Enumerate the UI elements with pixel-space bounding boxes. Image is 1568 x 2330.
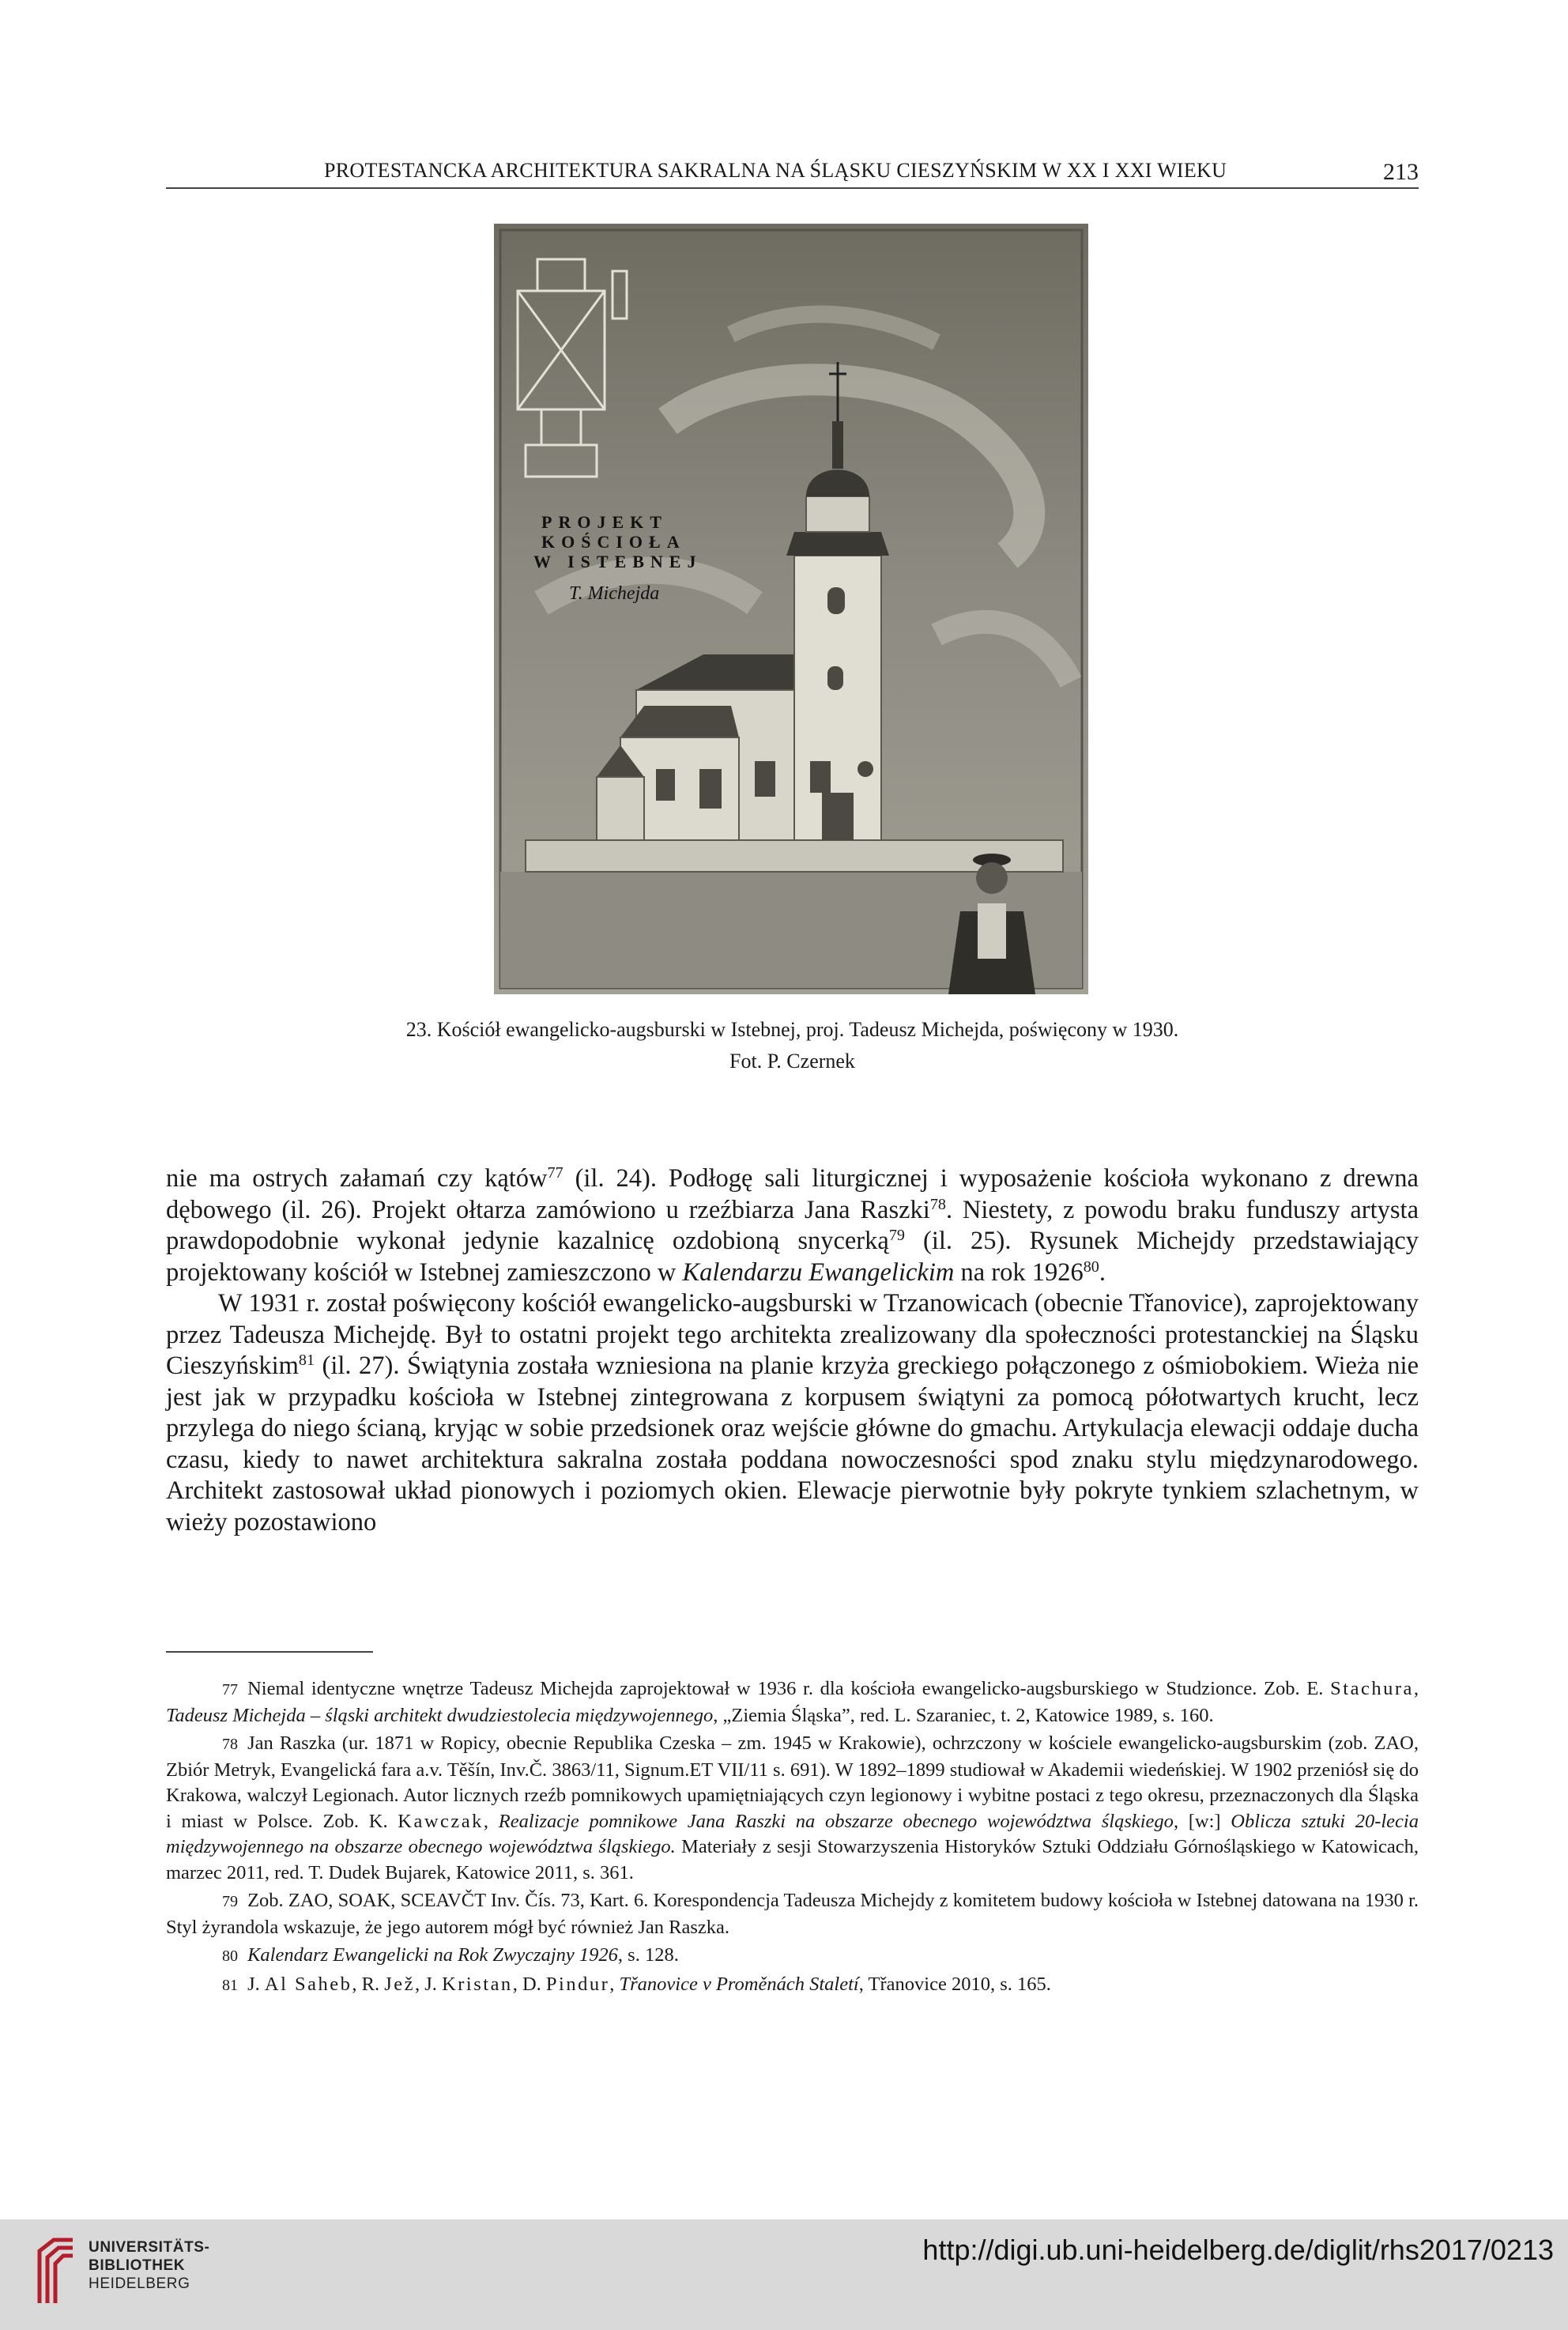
sketch-title-2: KOŚCIOŁA <box>541 532 686 552</box>
footnote-divider <box>166 1651 373 1653</box>
logo-line-1: UNIVERSITÄTS- <box>89 2239 210 2256</box>
text-run: , [w:] <box>1173 1810 1231 1832</box>
text-run: , <box>483 1810 499 1832</box>
footnote-ref-79[interactable]: 79 <box>888 1226 905 1244</box>
paragraph-1 <box>166 1163 1419 1288</box>
text-run: (il. 24). Podłogę sali liturgicznej i wyposażenie kościoła wykonano z drewna dębowego (il. 26). Projekt ołtarza zamówiono u rzeźbiarza Jana Raszki <box>166 1164 1419 1224</box>
text-run: Materiały z sesji Stowarzyszenia Historyków Sztuki Oddziału Górnośląskiego w Katowicach, marzec 2011, red. T. Dudek Bujarek, Katowice 2011, s. 361. <box>166 1836 1419 1883</box>
paragraph-2 <box>166 1288 1419 1538</box>
sketch-title-1: PROJEKT <box>541 512 668 532</box>
sketch-signature: T. Michejda <box>569 583 660 604</box>
footnote-number: 77 <box>222 1681 239 1698</box>
text-run: , Třanovice 2010, s. 165. <box>858 1973 1051 1995</box>
italic-title: Kalendarzu Ewangelickim <box>682 1257 955 1287</box>
caption-line-2: Fot. P. Czernek <box>729 1050 855 1073</box>
footnote-number: 78 <box>222 1736 239 1753</box>
footnote-80 <box>166 1943 1419 1970</box>
italic-title: Třanovice v Proměnách Staletí <box>619 1973 859 1995</box>
footnote-81 <box>166 1972 1419 1999</box>
text-run: , J. <box>415 1973 443 1995</box>
author-name: Kawczak <box>398 1810 484 1832</box>
italic-title: Tadeusz Michejda – śląski architekt dwudziestolecia międzywojennego <box>166 1704 714 1726</box>
text-run: , s. 128. <box>617 1944 679 1966</box>
text-run: Zob. ZAO, SOAK, SCEAVČT Inv. Čís. 73, Kart. 6. Korespondencja Tadeusza Michejdy z komitetem budowy kościoła w Istebnej datowana na 1930 r. Styl żyrandola wskazuje, że jego autorem mógł być również Jan Raszka. <box>166 1890 1419 1938</box>
library-logo-icon <box>33 2234 81 2308</box>
library-logo-text <box>89 2238 209 2293</box>
author-name: Pindur <box>545 1973 610 1995</box>
sketch-title-3: W ISTEBNEJ <box>533 552 703 571</box>
running-title: PROTESTANCKA ARCHITEKTURA SAKRALNA NA ŚLĄSKU CIESZYŃSKIM W XX I XXI WIEKU <box>324 159 1227 182</box>
text-run: , <box>1413 1678 1419 1699</box>
footnote-ref-80[interactable]: 80 <box>1083 1257 1099 1276</box>
text-run: Niemal identyczne wnętrze Tadeusz Michejda zaprojektował w 1936 r. dla kościoła ewangelicko-augsburskiego w Studzionce. Zob. E. <box>247 1678 1331 1699</box>
footnote-number: 81 <box>222 1976 239 1994</box>
figure-caption <box>166 1014 1419 1077</box>
text-run: . Niestety, z powodu braku funduszy artysta prawdopodobnie wykonał jedynie kazalnicę ozdobioną snycerką <box>166 1195 1419 1255</box>
text-run: , „Ziemia Śląska”, red. L. Szaraniec, t. 2, Katowice 1989, s. 160. <box>713 1704 1214 1726</box>
text-run: W 1931 r. został poświęcony kościół ewangelicko-augsburski w Trzanowicach (obecnie Třanovice), zaprojektowany przez Tadeusza Michejdę. Był to ostatni projekt tego architekta zrealizowany dla społeczności protestanckiej na Śląsku Cieszyńskim <box>166 1289 1419 1380</box>
footnote-number: 80 <box>222 1947 239 1965</box>
church-sketch-figure <box>494 224 1088 994</box>
italic-title: Kalendarz Ewangelicki na Rok Zwyczajny 1926 <box>247 1944 618 1966</box>
text-run: (il. 25). Rysunek Michejdy przedstawiający projektowany kościół w Istebnej zamieszczono w <box>166 1227 1419 1287</box>
author-name: Kristan <box>442 1973 513 1995</box>
footnote-ref-81[interactable]: 81 <box>298 1351 315 1369</box>
italic-title: Oblicza sztuki 20-lecia międzywojennego na obszarze obecnego województwa śląskiego. <box>166 1810 1419 1857</box>
text-run: J. <box>247 1973 265 1995</box>
caption-line-1: 23. Kościół ewangelicko-augsburski w Istebnej, proj. Tadeusz Michejda, poświęcony w 1930. <box>405 1018 1179 1041</box>
logo-line-2: BIBLIOTHEK <box>89 2257 186 2274</box>
text-run: na rok 1926 <box>954 1257 1084 1287</box>
italic-title: Realizacje pomnikowe Jana Raszki na obszarze obecnego województwa śląskiego <box>498 1810 1174 1832</box>
page-number: 213 <box>1383 159 1419 185</box>
church-sketch-image <box>494 224 1088 994</box>
footnote-ref-77[interactable]: 77 <box>547 1163 564 1182</box>
logo-line-3: HEIDELBERG <box>89 2275 190 2292</box>
footnote-ref-78[interactable]: 78 <box>929 1195 946 1213</box>
footnotes <box>166 1676 1419 2000</box>
text-run: , D. <box>512 1973 546 1995</box>
text-run: nie ma ostrych załamań czy kątów <box>166 1164 548 1193</box>
text-run: . <box>1099 1257 1106 1287</box>
footnote-77 <box>166 1676 1419 1729</box>
text-run: (il. 27). Świątynia została wzniesiona na planie krzyża greckiego połączonego z ośmiobokiem. Wieża nie jest jak w przypadku kościoła w Istebnej zintegrowana z korpusem świątyni za pomocą półotwartych krucht, lecz przylega do niego ścianą, kryjąc w sobie przedsionek oraz wejście główne do gmachu. Artykulacja elewacji oddaje ducha czasu, kiedy to nawet architektura sakralna została poddana nowoczesności spod znaku stylu międzynarodowego. Architekt zastosował układ pionowych i poziomych okien. Elewacje pierwotnie były pokryte tynkiem szlachetnym, w wieży pozostawiono <box>166 1352 1419 1536</box>
text-run: , <box>609 1973 620 1995</box>
text-run: , R. <box>352 1973 385 1995</box>
author-name: Stachura <box>1330 1678 1414 1699</box>
source-url-link[interactable]: http://digi.ub.uni-heidelberg.de/diglit/rhs2017/0213 <box>922 2234 1554 2266</box>
footnote-number: 79 <box>222 1893 239 1910</box>
body-text <box>166 1163 1419 1538</box>
author-name: Jež <box>384 1973 416 1995</box>
running-header <box>166 157 1419 189</box>
footnote-78 <box>166 1731 1419 1886</box>
footnote-79 <box>166 1888 1419 1940</box>
author-name: Al Saheb <box>264 1973 352 1995</box>
text-run: Jan Raszka (ur. 1871 w Ropicy, obecnie Republika Czeska – zm. 1945 w Krakowie), ochrzczony w kościele ewangelicko-augsburskim (zob. ZAO, Zbiór Metryk, Evangelická fara a.v. Těšín, Inv.Č. 3863/11, Signum.ET VII/11 s. 691). W 1892–1899 studiował w Akademii wiedeńskiej. W 1902 przeniósł się do Krakowa, walczył Legionach. Autor licznych rzeźb pomnikowych upamiętniających czyn legionowy i wybitne postaci z tego okresu, przeznaczonych dla Śląska i miast w Polsce. Zob. K. <box>166 1732 1419 1832</box>
